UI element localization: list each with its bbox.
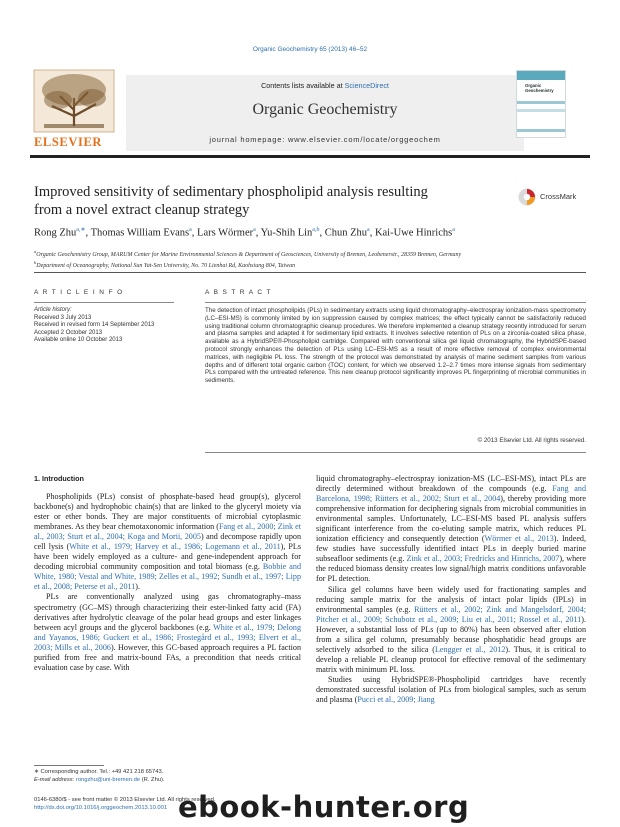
intro-paragraph-5 — [316, 675, 586, 705]
affiliation-line — [34, 248, 594, 259]
accepted-date: Accepted 2 October 2013 — [34, 329, 103, 336]
banner-center-box — [126, 75, 524, 151]
paragraph-text: ). Indeed, few studies have successfully identified intact PLs in deeply buried marine subseafloor sediments (e.g. — [316, 534, 586, 564]
citation-link[interactable]: Fang et al., 2000; Zink et al., 2003; Sturt et al., 2004; Koga and Morii, 2005 — [34, 522, 301, 542]
section-rule — [34, 272, 586, 273]
received-date: Received 3 July 2013 — [34, 314, 92, 321]
author-affiliation-marker[interactable]: a — [253, 227, 256, 233]
author-affiliation-marker[interactable]: a — [367, 227, 370, 233]
affiliation-text: Department of Oceanography, National Sun Yat-Sen University, No. 70 Lienhai Rd, Kaohsiung 804, Taiwan — [36, 263, 296, 269]
article-info-rule — [34, 302, 174, 303]
paragraph-text: liquid chromatography–electrospray ionization-MS (LC–ESI-MS), intact PLs are directly determined without breakdown of the compounds (e.g. — [316, 474, 586, 494]
article-history — [34, 307, 179, 345]
author-affiliation-marker[interactable]: a — [189, 227, 192, 233]
citation-link[interactable]: Bobbie and White, 1980; Vestal and White, 1989; Zelles et al., 1992; Sundh et al., 1997; Lipp et al., 2008; Peterse et al., 2011 — [34, 562, 301, 592]
paragraph-text: ), PLs have been widely employed as a culture- and gene-independent approach for decoding microbial community composition and total biomass (e.g. — [34, 542, 301, 572]
cover-title — [525, 83, 554, 93]
copyright-line: © 2013 Elsevier Ltd. All rights reserved. — [477, 437, 586, 444]
affiliation-line — [34, 259, 594, 270]
author-separator: , — [85, 227, 91, 239]
doi-link[interactable]: http://dx.doi.org/10.1016/j.orggeochem.2013.10.001 — [34, 804, 168, 811]
cover-bar — [517, 101, 565, 104]
issn-line: 0146-6380/$ - see front matter © 2013 Elsevier Ltd. All rights reserved. — [34, 797, 216, 803]
corresponding-author: ∗ Corresponding author. Tel.: +49 421 218 65743. — [34, 769, 164, 775]
cover-top-band — [517, 71, 565, 80]
author-name[interactable]: Chun Zhu — [324, 227, 368, 239]
paragraph-text: Studies using HybridSPE®-Phospholipid cartridges have recently demonstrated successful isolation of PLs from biological samples, such as serum and plasma ( — [316, 674, 586, 705]
paragraph-text: PLs are conventionally analyzed using gas chromatography–mass spectrometry (GC–MS) through characterizing their ester-linked fatty acid (FA) derivatives after hydrolytic cleavage of the polar head groups and ester linkages between acyl groups and the glycerol backbones (e.g. — [34, 592, 301, 632]
crossmark-button[interactable] — [518, 188, 592, 206]
citation-link[interactable]: Lengger et al., 2012 — [434, 644, 506, 654]
abstract-rule — [205, 302, 586, 303]
elsevier-wordmark: ELSEVIER — [34, 135, 103, 149]
sciencedirect-link[interactable]: ScienceDirect — [344, 81, 389, 90]
journal-reference[interactable]: Organic Geochemistry 65 (2013) 46–52 — [252, 46, 368, 53]
history-label: Article history: — [34, 307, 72, 313]
crossmark-icon — [518, 188, 536, 206]
intro-paragraph-2 — [34, 592, 301, 672]
affiliations — [34, 248, 594, 270]
citation-link[interactable]: Pucci et al., 2009; Jiang — [357, 695, 435, 705]
intro-paragraph-3 — [316, 474, 586, 585]
paragraph-text: Phospholipids (PLs) consist of phosphate-based head group(s), glycerol backbone(s) and hydrophobic chain(s) that are linked to the glyceryl moiety via ester or ether bonds. They are major constituents of microbial cytoplasmic membranes. As they bear chemotaxonomic information ( — [34, 492, 301, 532]
author-separator: , — [319, 227, 325, 239]
paper-title-line1: Improved sensitivity of sedimentary phospholipid analysis resulting — [34, 184, 428, 200]
contents-line — [126, 81, 524, 90]
paragraph-text: ) and decompose rapidly upon cell lysis ( — [34, 532, 301, 552]
paragraph-text: ). — [135, 582, 141, 592]
left-column — [34, 492, 301, 673]
cover-title-line1: Organic — [525, 83, 542, 88]
citation-link[interactable]: Rütters et al., 2002; Zink and Mangelsdorf, 2004; Pitcher et al., 2009; Schubotz et al., 2009; Liu et al., 2011; Rossel et al., 2011 — [316, 604, 587, 624]
cover-bar — [517, 129, 565, 132]
author-affiliation-marker[interactable]: a,∗ — [76, 227, 86, 233]
header-rule — [30, 155, 590, 158]
paragraph-text: ). However, this GC-based approach requires a PL faction purified from free and matrix-bound FAs, a precondition that needs critical evaluation case by case. With — [34, 642, 301, 672]
author-separator: , — [191, 227, 198, 239]
affiliation-marker: b — [34, 260, 37, 265]
author-name[interactable]: Rong Zhu — [34, 227, 77, 239]
author-name[interactable]: Kai-Uwe Hinrichs — [374, 227, 453, 239]
intro-paragraph-4 — [316, 585, 586, 675]
watermark: ebook-hunter.org — [178, 790, 470, 824]
introduction-heading: 1. Introduction — [34, 474, 84, 483]
paragraph-text: ), where the reduced biomass density creates low signal/high matrix conditions unfavorable for PL detection. — [316, 554, 586, 584]
intro-paragraph-1 — [34, 492, 301, 592]
author-name[interactable]: Lars Wörmer — [197, 227, 254, 239]
citation-link[interactable]: Fang and Barcelona, 1998; Rütters et al., 2002; Sturt et al., 2004 — [316, 484, 586, 504]
journal-title[interactable]: Organic Geochemistry — [252, 101, 398, 118]
paper-title — [34, 184, 504, 219]
author-separator: , — [369, 227, 375, 239]
abstract-bottom-rule — [205, 452, 586, 453]
email-link[interactable]: rongzhu@uni-bremen.de — [75, 776, 141, 783]
citation-link[interactable]: White et al., 1979; Delong and Yayanos, 1986; Guckert et al., 1986; Frostegård et al., 1993; Elvert et al., 2003; Mills et al., 2006 — [34, 622, 301, 652]
author-affiliation-marker[interactable]: a,b — [312, 227, 320, 233]
journal-homepage[interactable]: journal homepage: www.elsevier.com/locate/orggeochem — [209, 135, 441, 144]
article-info-heading: A R T I C L E I N F O — [34, 289, 124, 296]
paper-title-line2: from a novel extract cleanup strategy — [34, 201, 250, 218]
right-column — [316, 474, 586, 705]
author-list — [34, 226, 594, 239]
paragraph-text: ). However, a substantial loss of PLs (up to 80%) has been observed after elution from a silica gel column, presumably because phosphatidic head groups are selectively adsorbed to the silica ( — [316, 614, 586, 654]
author-affiliation-marker[interactable]: a — [452, 227, 455, 233]
affiliation-text: Organic Geochemistry Group, MARUM Center for Marine Environmental Sciences & Department of Geosciences, University of Bremen, Leobenerstr., 28359 Bremen, Germany — [36, 252, 462, 258]
footnote-rule — [34, 765, 104, 766]
affiliation-marker: a — [34, 249, 37, 254]
cover-title-line2: Geochemistry — [525, 88, 554, 93]
abstract-heading: A B S T R A C T — [205, 289, 272, 296]
paragraph-text: ). Thus, it is critical to develop a reliable PL cleanup protocol for effective removal of the sedimentary matrix with minimum PL loss. — [316, 644, 587, 674]
citation-link[interactable]: Zink et al., 2003; Fredricks and Hinrichs, 2007 — [406, 554, 560, 564]
contents-prefix: Contents lists available at — [261, 81, 345, 90]
cover-bar — [517, 109, 565, 112]
citation-link[interactable]: Wörmer et al., 2013 — [484, 534, 554, 544]
email-line — [34, 777, 301, 785]
revised-date: Received in revised form 14 September 2013 — [34, 322, 155, 329]
citation-link[interactable]: White et al., 1979; Harvey et al., 1986; Logemann et al., 2011 — [69, 542, 281, 552]
journal-banner — [30, 66, 590, 152]
paragraph-text: Silica gel columns have been widely used for fractionating samples and reducing sample matrix for the analysis of intact polar lipids (IPLs) in environmental samples (e.g. — [316, 584, 586, 614]
crossmark-label: CrossMark — [540, 192, 577, 201]
author-name[interactable]: Thomas William Evans — [90, 227, 190, 239]
journal-cover-thumbnail[interactable] — [516, 70, 566, 138]
abstract-text: The detection of intact phospholipids (PLs) in sedimentary extracts using liquid chromatography–electrospray ionization-mass spectrometry (LC–ESI-MS) is commonly limited by ion suppression caused by complex matrices; the effect typically cannot be satisfactorily reduced using traditional column chromatographic cleanup procedures. We therefore implemented a cleanup strategy recently introduced for serum and plasma samples and adapted it for sedimentary lipid extracts. It involves selective retention of PLs on a zirconia-coated silica phase, available as a HybridSPE®-Phospholipid cartridge. Compared with conventional silica gel liquid chromatography, the HybridSPE-based protocol strongly enhances the detection of PLs using LC–ESI-MS as a result of more effective removal of complex environmental matrices, with negligible PL loss. The strength of the protocol was demonstrated by analysis of marine sediment samples from various depths and of different total organic carbon (TOC) content, for which we observed 1.2–2.7 times more intense signals from sedimentary PLs compared with the untreated reference. This new cleanup protocol significantly improves PL fingerprinting of microbial communities in sediments. — [205, 307, 586, 385]
footnote — [34, 769, 301, 784]
email-label: E-mail address: — [34, 776, 76, 783]
paragraph-text: ), thereby providing more comprehensive information for deciphering signals from microbial communities in environmental samples. Unfortunately, LC–ESI-MS based PL analysis suffers significant interference from the co-eluting sample matrix, which reduces PL ionization efficiency and consequently detection ( — [316, 494, 586, 544]
online-date: Available online 10 October 2013 — [34, 337, 123, 344]
email-suffix: (R. Zhu). — [140, 776, 165, 783]
author-name[interactable]: Yu-Shih Lin — [260, 227, 313, 239]
author-separator: , — [255, 227, 261, 239]
